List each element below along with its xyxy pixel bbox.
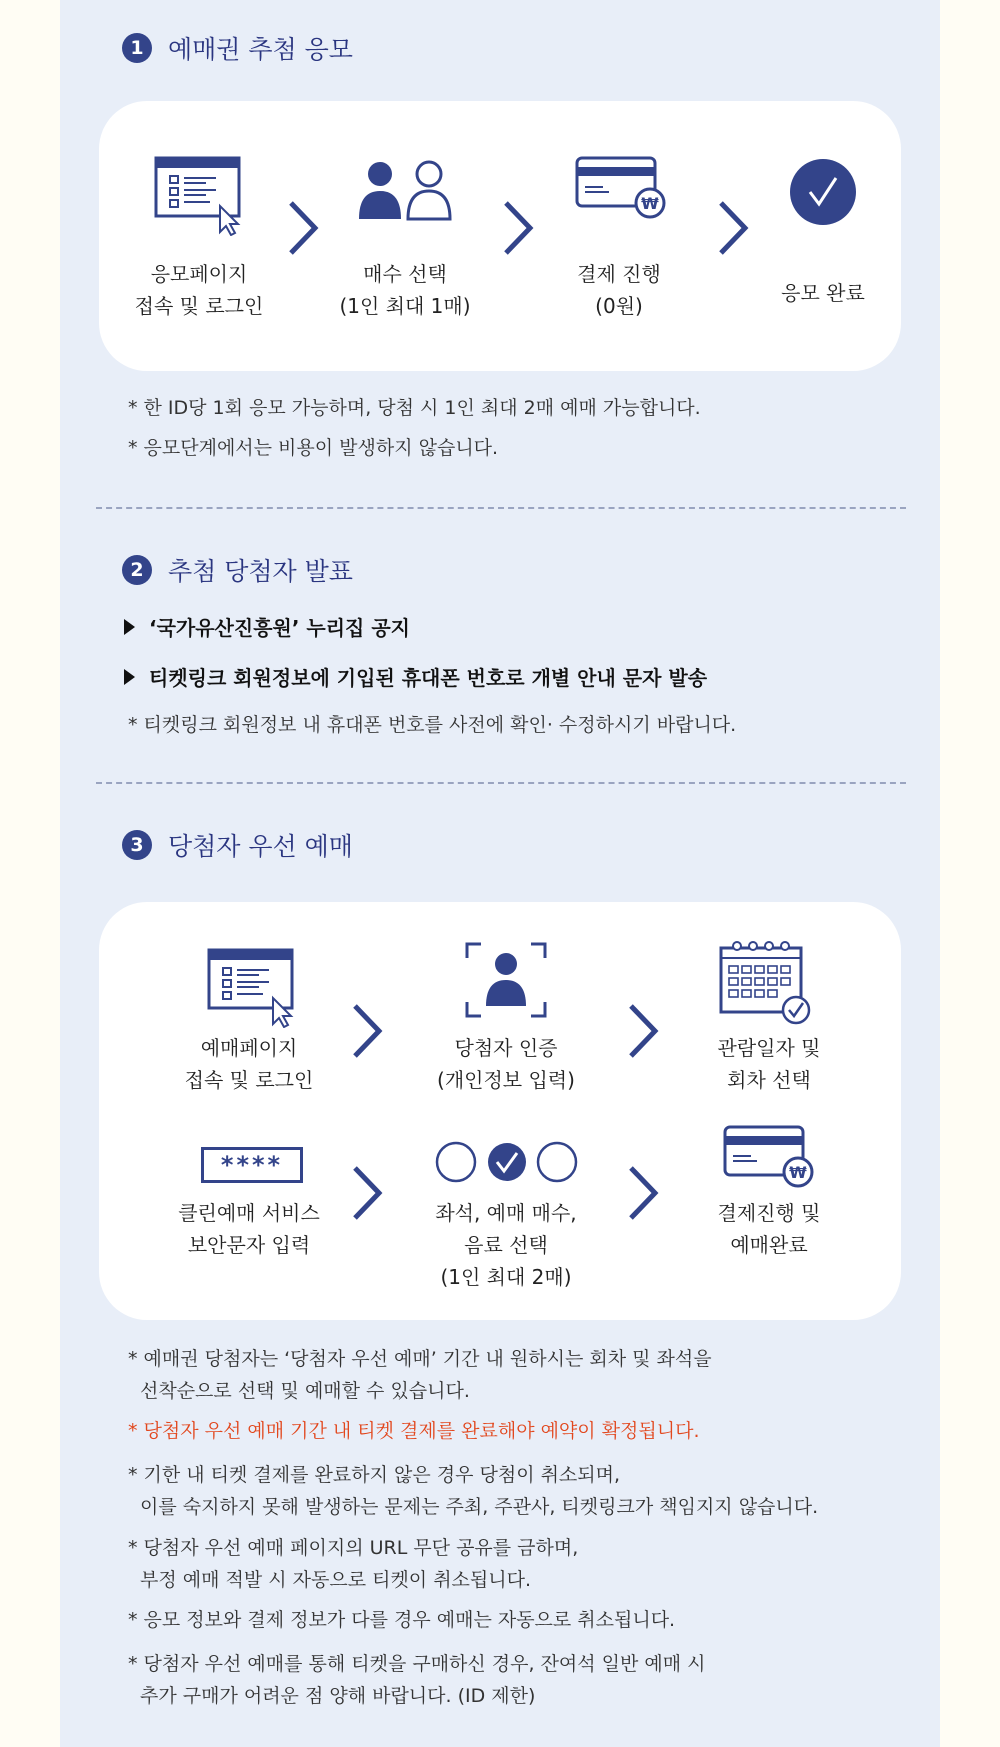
chevron-right-icon [627, 1002, 659, 1060]
triangle-bullet-icon [124, 669, 135, 685]
webpage-icon [154, 156, 244, 236]
divider [96, 507, 906, 509]
announcement-bullet-1: ‘국가유산진흥원’ 누리집 공지 [124, 612, 410, 641]
step-quantity-select: 매수 선택 (1인 최대 1매) [339, 262, 471, 318]
section1-number: 1 [122, 33, 152, 63]
section1-title: 예매권 추첨 응모 [168, 35, 353, 64]
step-complete: 응모 완료 [781, 281, 865, 305]
chevron-right-icon [502, 199, 534, 257]
section1-step-card [99, 101, 901, 371]
section3-title: 당첨자 우선 예매 [168, 832, 353, 861]
step-payment-complete: 결제진행 및 예매완료 [717, 1201, 821, 1257]
chevron-right-icon [717, 199, 749, 257]
step-seat-quantity: 좌석, 예매 매수, 음료 선택 (1인 최대 2매) [435, 1201, 577, 1289]
check-circle-icon [789, 158, 857, 226]
announcement-bullet-2: 티켓링크 회원정보에 기입된 휴대폰 번호로 개별 안내 문자 발송 [124, 662, 707, 691]
step-date-select: 관람일자 및 회차 선택 [717, 1036, 821, 1092]
section3-step-card [99, 902, 901, 1320]
calendar-icon [719, 938, 811, 1026]
step-winner-verify: 당첨자 인증 (개인정보 입력) [437, 1036, 575, 1092]
credit-card-icon [575, 156, 667, 220]
won-symbol: ₩ [641, 194, 659, 213]
chevron-right-icon [351, 1002, 383, 1060]
section3-note-4: * 당첨자 우선 예매 페이지의 URL 무단 공유를 금하며, 부정 예매 적발 시 자동으로 티켓이 취소됩니다. [128, 1537, 579, 1591]
step-apply-page: 응모페이지 접속 및 로그인 [134, 262, 264, 318]
divider [96, 782, 906, 784]
section3-note-5: * 응모 정보와 결제 정보가 다를 경우 예매는 자동으로 취소됩니다. [128, 1609, 676, 1631]
section3-header [122, 827, 353, 863]
chevron-right-icon [351, 1164, 383, 1222]
credit-card-icon [723, 1125, 815, 1189]
section3-note-6: * 당첨자 우선 예매를 통해 티켓을 구매하신 경우, 잔여석 일반 예매 시 추가 구매가 어려운 점 양해 바랍니다. (ID 제한) [128, 1653, 706, 1707]
step-payment: 결제 진행 (0원) [577, 262, 661, 318]
section1-header [122, 30, 353, 66]
persons-icon [357, 159, 453, 221]
chevron-right-icon [627, 1164, 659, 1222]
section2-header [122, 552, 353, 588]
identity-verify-icon [465, 942, 547, 1018]
step-captcha: 클린예매 서비스 보안문자 입력 [178, 1201, 320, 1257]
seat-select-icon [435, 1140, 579, 1184]
section2-note: * 티켓링크 회원정보 내 휴대폰 번호를 사전에 확인· 수정하시기 바랍니다. [128, 714, 737, 736]
section1-note-1: * 한 ID당 1회 응모 가능하며, 당첨 시 1인 최대 2매 예매 가능합니다. [128, 397, 701, 419]
won-symbol: ₩ [789, 1163, 807, 1182]
step-booking-page: 예매페이지 접속 및 로그인 [184, 1036, 314, 1092]
triangle-bullet-icon [124, 619, 135, 635]
section2-title: 추첨 당첨자 발표 [168, 557, 353, 586]
section2-number: 2 [122, 555, 152, 585]
password-icon: **** [201, 1147, 303, 1183]
section3-number: 3 [122, 830, 152, 860]
section3-note-1: * 예매권 당첨자는 ‘당첨자 우선 예매’ 기간 내 원하시는 회차 및 좌석을 선착순으로 선택 및 예매할 수 있습니다. [128, 1348, 712, 1402]
webpage-icon [207, 948, 297, 1028]
section3-note-2: * 당첨자 우선 예매 기간 내 티켓 결제를 완료해야 예약이 확정됩니다. [128, 1420, 700, 1442]
section1-note-2: * 응모단계에서는 비용이 발생하지 않습니다. [128, 437, 499, 459]
section3-note-3: * 기한 내 티켓 결제를 완료하지 않은 경우 당첨이 취소되며, 이를 숙지하지 못해 발생하는 문제는 주최, 주관사, 티켓링크가 책임지지 않습니다. [128, 1464, 819, 1518]
chevron-right-icon [287, 199, 319, 257]
